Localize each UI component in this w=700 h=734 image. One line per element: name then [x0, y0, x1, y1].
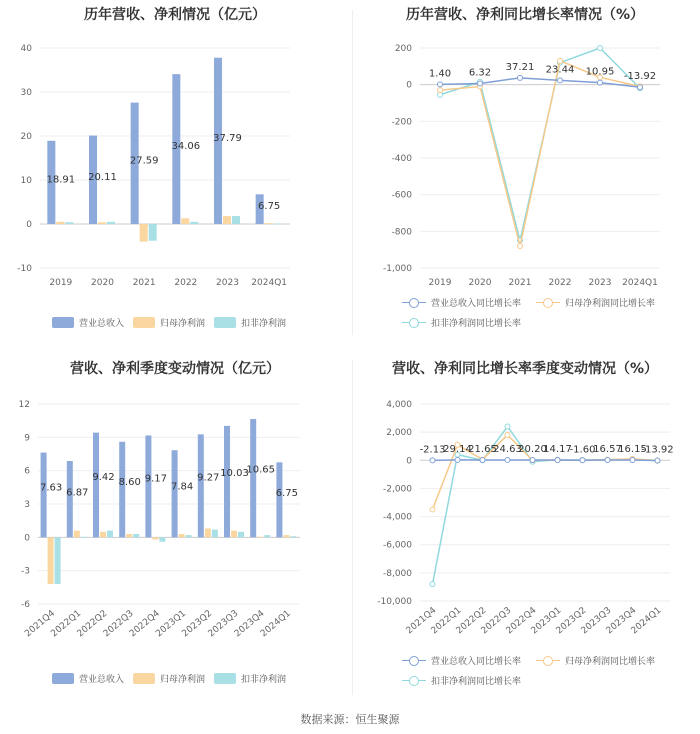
y-tick-label: 30	[20, 88, 32, 98]
data-point	[655, 458, 660, 463]
y-tick-label: -1,000	[382, 264, 412, 274]
bar	[145, 435, 151, 537]
bar	[290, 536, 296, 537]
x-tick-label: 2021Q4	[23, 608, 58, 640]
data-label: 6.87	[66, 487, 89, 499]
bar	[257, 537, 263, 538]
data-label: 6.32	[468, 67, 492, 79]
x-tick-label: 2022	[548, 278, 572, 288]
x-tick-label: 2024Q1	[629, 605, 664, 637]
netprofit-swatch	[133, 317, 155, 328]
data-label: 34.06	[171, 141, 201, 153]
y-tick-label: -10	[17, 264, 32, 274]
data-point	[598, 46, 603, 51]
legend-revenue-label: 营业总收入	[79, 319, 125, 329]
y-tick-label: -400	[391, 154, 412, 164]
x-tick-label: 2021	[508, 278, 532, 288]
data-point	[518, 75, 523, 80]
quarterly-growth-legend	[350, 654, 700, 694]
y-tick-label: -200	[391, 117, 412, 128]
annual-bar-chart	[0, 30, 350, 330]
x-tick-label: 2023	[588, 278, 612, 288]
legend-revenue-growth-label: 营业总收入同比增长率	[431, 299, 522, 309]
data-label: 29.14	[443, 443, 472, 455]
data-label: 16.57	[593, 444, 622, 456]
data-label: -2.13	[419, 444, 446, 456]
x-tick-label: 2022Q4	[504, 605, 539, 637]
legend-q-deducted[interactable]	[214, 672, 286, 685]
y-tick-label: 40	[20, 44, 32, 54]
data-label: 18.91	[46, 174, 76, 186]
data-label: 7.84	[170, 481, 194, 493]
x-tick-label: 2023Q3	[579, 605, 614, 637]
x-tick-label: 2022Q2	[75, 608, 110, 640]
bar	[265, 223, 273, 224]
annual-chart-title: 历年营收、净利情况（亿元）	[84, 7, 266, 23]
data-label: -13.92	[641, 444, 674, 456]
data-label: 7.63	[39, 482, 63, 494]
legend-revenue-growth[interactable]	[402, 296, 521, 309]
y-tick-label: -600	[391, 190, 412, 201]
data-label: 1.40	[428, 68, 452, 80]
bar	[224, 426, 230, 537]
y-tick-label: 9	[24, 433, 30, 444]
netprofit-growth-swatch	[536, 297, 560, 308]
bar	[186, 535, 192, 537]
bar	[205, 528, 211, 537]
legend-netprofit-growth[interactable]	[536, 296, 655, 309]
quarterly-panel	[0, 350, 350, 700]
x-tick-label: 2020	[468, 278, 492, 288]
data-label: 16.15	[618, 444, 647, 456]
q-deducted-growth-swatch	[402, 675, 426, 686]
y-tick-label: 0	[406, 80, 412, 91]
series-line	[433, 460, 658, 461]
y-tick-label: 3	[24, 500, 30, 510]
y-tick-label: -6,000	[382, 540, 412, 551]
legend-q-netprofit-label: 归母净利润	[160, 675, 206, 685]
y-tick-label: -10,000	[377, 597, 412, 607]
x-tick-label: 2024Q1	[622, 278, 658, 288]
bar	[179, 534, 185, 537]
data-point	[505, 424, 510, 429]
x-tick-label: 2021	[132, 278, 156, 288]
x-tick-label: 2023Q4	[604, 605, 639, 637]
data-point	[605, 458, 610, 463]
legend-q-netprofit-growth[interactable]	[536, 654, 655, 667]
x-tick-label: 2024Q1	[259, 608, 293, 640]
legend-q-deducted-growth-label: 扣非净利润同比增长率	[431, 677, 522, 687]
legend-q-netprofit-growth-label: 归母净利润同比增长率	[565, 657, 656, 667]
bar	[172, 450, 178, 537]
bar	[126, 534, 132, 537]
annual-growth-legend	[350, 296, 700, 336]
series-line	[440, 61, 640, 246]
legend-q-revenue[interactable]	[52, 672, 124, 685]
data-label: 9.17	[144, 473, 168, 485]
bar	[55, 537, 61, 584]
data-point	[558, 78, 563, 83]
y-tick-label: 10	[20, 176, 32, 186]
bar	[159, 537, 165, 541]
bar	[100, 532, 106, 538]
bar	[93, 433, 99, 538]
x-tick-label: 2022	[174, 278, 198, 288]
bar	[119, 442, 125, 538]
q-deducted-swatch	[214, 673, 236, 684]
bar	[48, 537, 54, 584]
x-tick-label: 2023Q2	[180, 608, 215, 640]
data-label: 24.63	[493, 443, 522, 455]
data-point	[580, 458, 585, 463]
x-tick-label: 2022Q2	[454, 605, 489, 637]
annual-growth-line-chart	[350, 30, 700, 290]
data-point	[505, 432, 510, 437]
bar	[81, 537, 87, 538]
x-tick-label: 2022Q1	[429, 605, 464, 637]
data-source-note: 数据来源：恒生聚源	[300, 713, 400, 726]
data-label: 10.03	[220, 468, 249, 480]
y-tick-label: 0	[26, 220, 32, 230]
bar	[41, 453, 47, 538]
x-tick-label: 2023Q1	[154, 608, 189, 640]
bar	[198, 434, 204, 537]
legend-netprofit-growth-label: 归母净利润同比增长率	[565, 299, 656, 309]
x-tick-label: 2019	[49, 278, 73, 288]
data-label: 20.20	[518, 444, 547, 456]
quarterly-growth-chart-title: 营收、净利同比增长率季度变动情况（%）	[391, 361, 659, 377]
data-label: 27.59	[129, 155, 159, 167]
annual-growth-panel	[350, 0, 700, 345]
data-label: 14.17	[543, 444, 572, 456]
x-tick-label: 2023Q4	[232, 608, 267, 640]
bar	[107, 222, 115, 224]
bar	[98, 222, 106, 224]
bar	[238, 532, 244, 538]
x-tick-label: 2022Q1	[49, 608, 84, 640]
data-label: 20.11	[88, 171, 117, 183]
data-point	[478, 81, 483, 86]
x-tick-label: 2019	[428, 278, 452, 288]
y-tick-label: -800	[391, 227, 412, 238]
data-point	[430, 507, 435, 512]
x-tick-label: 2023Q2	[554, 605, 589, 637]
data-point	[438, 88, 443, 93]
bar	[232, 216, 240, 224]
x-tick-label: 2023Q3	[206, 608, 241, 640]
data-label: 21.65	[468, 443, 497, 455]
quarterly-bar-chart	[0, 386, 350, 686]
bar	[74, 531, 80, 538]
x-tick-label: 2023	[216, 278, 239, 288]
legend-q-revenue-label: 营业总收入	[79, 675, 125, 685]
data-point	[558, 58, 563, 63]
data-point	[438, 82, 443, 87]
data-label: 37.79	[213, 132, 242, 144]
data-label: 10.95	[585, 66, 615, 78]
bar	[250, 419, 256, 537]
legend-q-netprofit[interactable]	[133, 672, 205, 685]
legend-deducted-growth[interactable]	[402, 316, 521, 329]
y-tick-label: 6	[24, 466, 30, 477]
y-tick-label: -2,000	[382, 484, 412, 495]
q-revenue-growth-swatch	[402, 655, 426, 666]
bar	[212, 530, 218, 538]
legend-revenue[interactable]	[52, 316, 124, 329]
data-label: 37.21	[505, 61, 535, 73]
deducted-growth-swatch	[402, 317, 426, 328]
legend-deducted[interactable]	[214, 316, 286, 329]
data-point	[530, 458, 535, 463]
legend-netprofit-label: 归母净利润	[160, 319, 206, 329]
data-label: 23.44	[545, 64, 575, 76]
y-tick-label: -8,000	[382, 568, 412, 579]
bar	[283, 535, 289, 537]
bar	[181, 218, 189, 224]
legend-q-deducted-label: 扣非净利润	[241, 675, 287, 685]
quarterly-legend	[0, 672, 350, 688]
legend-deducted-growth-label: 扣非净利润同比增长率	[431, 319, 522, 329]
x-tick-label: 2022Q4	[128, 608, 162, 640]
bar	[149, 224, 157, 241]
y-tick-label: 2,000	[386, 428, 412, 439]
annual-legend	[0, 316, 350, 332]
bar	[274, 224, 282, 225]
q-revenue-swatch	[52, 673, 74, 684]
bar	[190, 222, 198, 224]
data-point	[430, 458, 435, 463]
revenue-growth-swatch	[402, 297, 426, 308]
y-tick-label: -6	[21, 600, 30, 610]
bar	[107, 531, 113, 538]
quarterly-chart-title: 营收、净利季度变动情况（亿元）	[70, 361, 280, 377]
x-tick-label: 2023Q1	[529, 605, 564, 637]
q-netprofit-swatch	[133, 673, 155, 684]
y-tick-label: 4,000	[386, 400, 412, 410]
bar	[67, 461, 73, 537]
data-label: 6.75	[275, 488, 299, 500]
bar	[133, 534, 139, 537]
legend-q-revenue-growth[interactable]	[402, 654, 521, 667]
x-tick-label: 2022Q3	[479, 605, 514, 637]
bar	[65, 222, 73, 224]
data-point	[518, 244, 523, 249]
y-tick-label: -4,000	[382, 512, 412, 523]
y-tick-label: 0	[24, 533, 30, 544]
data-point	[430, 582, 435, 587]
data-label: 9.42	[92, 471, 115, 483]
x-tick-label: 2024Q1	[251, 278, 288, 288]
data-label: 8.60	[118, 476, 141, 488]
annual-panel	[0, 0, 350, 345]
legend-q-deducted-growth[interactable]	[402, 674, 521, 687]
data-label: 10.65	[246, 464, 276, 476]
y-tick-label: -3	[21, 566, 30, 577]
annual-growth-chart-title: 历年营收、净利同比增长率情况（%）	[405, 7, 645, 23]
data-point	[480, 457, 485, 462]
bar	[152, 537, 158, 539]
legend-netprofit[interactable]	[133, 316, 205, 329]
y-tick-label: 20	[20, 132, 32, 142]
data-point	[455, 457, 460, 462]
quarterly-growth-panel	[350, 350, 700, 700]
x-tick-label: 2021Q4	[404, 605, 439, 637]
bar	[276, 462, 282, 537]
y-tick-label: 200	[394, 44, 412, 54]
y-tick-label: 0	[406, 456, 412, 467]
data-point	[630, 458, 635, 463]
data-label: -1.60	[569, 444, 596, 456]
legend-deducted-label: 扣非净利润	[241, 319, 287, 329]
data-point	[638, 85, 643, 90]
data-point	[555, 458, 560, 463]
y-tick-label: 12	[18, 400, 30, 410]
data-label: -13.92	[623, 71, 657, 83]
x-tick-label: 2020	[91, 278, 114, 288]
bar	[231, 531, 237, 538]
bar	[264, 535, 270, 537]
bar	[223, 216, 231, 224]
bar	[140, 224, 148, 242]
deducted-swatch	[214, 317, 236, 328]
data-point	[505, 457, 510, 462]
q-netprofit-growth-swatch	[536, 655, 560, 666]
data-point	[598, 80, 603, 85]
quarterly-growth-line-chart	[350, 386, 700, 681]
bar	[56, 222, 64, 224]
data-label: 6.75	[258, 201, 281, 213]
legend-q-revenue-growth-label: 营业总收入同比增长率	[431, 657, 522, 667]
data-label: 9.27	[197, 472, 220, 484]
x-tick-label: 2022Q3	[101, 608, 136, 640]
revenue-swatch	[52, 317, 74, 328]
